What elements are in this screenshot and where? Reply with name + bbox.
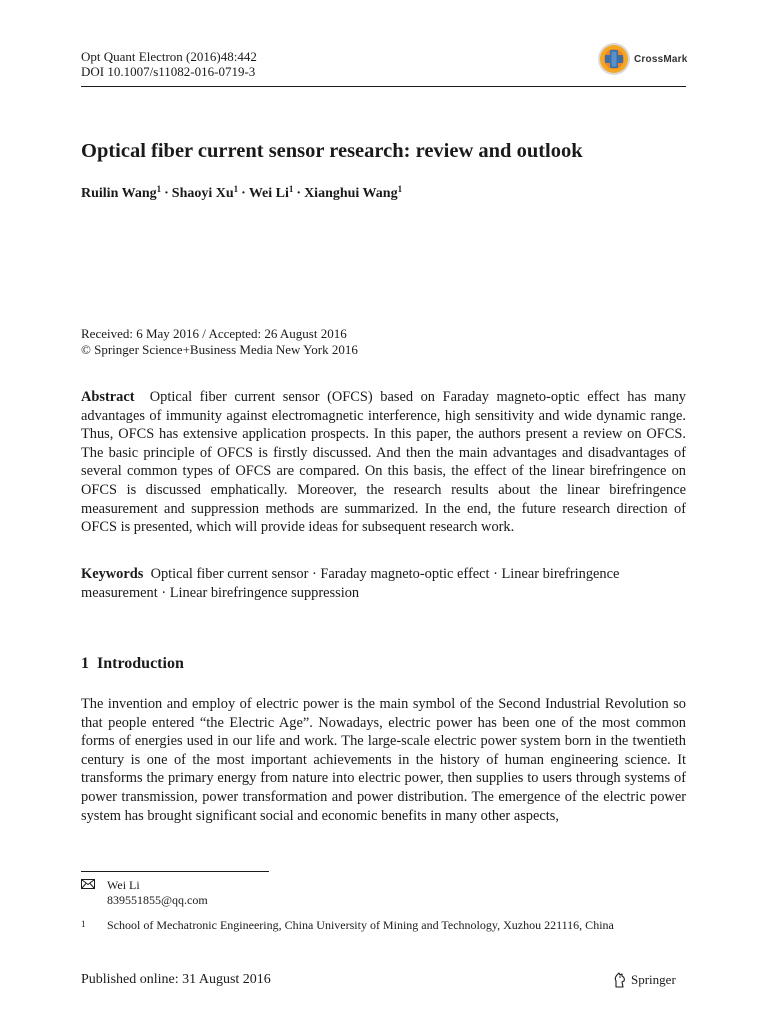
keywords-label: Keywords — [81, 566, 144, 582]
crossmark-badge[interactable] — [597, 42, 688, 76]
corresponding-email[interactable]: 839551855@qq.com — [107, 893, 208, 907]
corresponding-name: Wei Li — [107, 878, 140, 892]
springer-logo — [613, 972, 676, 988]
published-online: Published online: 31 August 2016 — [81, 972, 271, 987]
doi[interactable]: DOI 10.1007/s11082-016-0719-3 — [81, 64, 256, 79]
footnote-rule — [81, 871, 269, 872]
journal-citation: Opt Quant Electron (2016)48:442 — [81, 49, 257, 64]
introduction-body: The invention and employ of electric power is the main symbol of the Second Industrial Revolution so that people entered “the Electric Age”. Nowadays, electric power has been one of the most common forms of energies used in our life and work. The large-scale electric power system born in the twentieth century is one of the most important achievements in the history of human engineering science. It transforms the primary energy from nature into electric power, then supplies to users through systems of power transmission, power transformation and power distribution. The emergence of the electric power system has brought significant social and economic benefits in many other aspects, — [81, 696, 686, 824]
keywords-text: Optical fiber current sensor · Faraday magneto-optic effect · Linear birefringence measurement · Linear birefringence suppression — [81, 566, 620, 601]
springer-horse-icon — [613, 972, 627, 988]
affiliation-number: 1 — [81, 919, 86, 929]
author-name[interactable]: Ruilin Wang — [81, 186, 157, 201]
author-affil-marker: 1 — [288, 184, 294, 194]
abstract — [81, 388, 686, 537]
author-name[interactable]: Wei Li — [248, 186, 289, 201]
author-name[interactable]: Shaoyi Xu — [171, 186, 234, 201]
author-affil-marker: 1 — [397, 184, 403, 194]
paper-title: Optical fiber current sensor research: review and outlook — [81, 140, 583, 162]
affiliation-text: School of Mechatronic Engineering, China University of Mining and Technology, Xuzhou 221116, China — [107, 918, 614, 932]
author-separator: · — [296, 186, 302, 201]
publication-history — [81, 326, 358, 358]
copyright-line: © Springer Science+Business Media New York 2016 — [81, 342, 358, 357]
author-name[interactable]: Xianghui Wang — [304, 186, 398, 201]
section-number: 1 — [81, 655, 89, 672]
journal-meta — [81, 49, 257, 79]
envelope-icon — [81, 878, 107, 893]
author-affil-marker: 1 — [233, 184, 239, 194]
author-separator: · — [164, 186, 169, 201]
corresponding-author — [81, 878, 208, 908]
section-heading — [81, 655, 184, 673]
crossmark-label: CrossMark — [634, 53, 688, 65]
keywords — [81, 565, 686, 602]
paper-page — [81, 0, 686, 1024]
received-accepted-line: Received: 6 May 2016 / Accepted: 26 August 2016 — [81, 326, 347, 341]
crossmark-logo-icon — [597, 42, 631, 76]
affiliation-footnote — [81, 918, 677, 933]
author-affil-marker: 1 — [156, 184, 162, 194]
abstract-text: Optical fiber current sensor (OFCS) based on Faraday magneto-optic effect has many advantages of immunity against electromagnetic interference, high sensitivity and wide dynamic range. Thus, OFCS has extensive application prospects. In this paper, the authors present a review on OFCS. The basic principle of OFCS is firstly discussed. And then the main advantages and disadvantages of several common types of OFCS are compared. On this basis, the effect of the linear birefringence on OFCS is discussed emphatically. Moreover, the research results about the linear birefringence measurement and suppression methods are summarized. In the end, the future research direction of OFCS is presented, which will provide ideas for subsequent research work. — [81, 389, 686, 536]
abstract-label: Abstract — [81, 389, 135, 405]
header-rule — [81, 86, 686, 87]
publisher-name: Springer — [631, 972, 676, 987]
author-list — [81, 186, 402, 202]
author-separator: · — [241, 186, 246, 201]
section-title: Introduction — [97, 655, 184, 672]
